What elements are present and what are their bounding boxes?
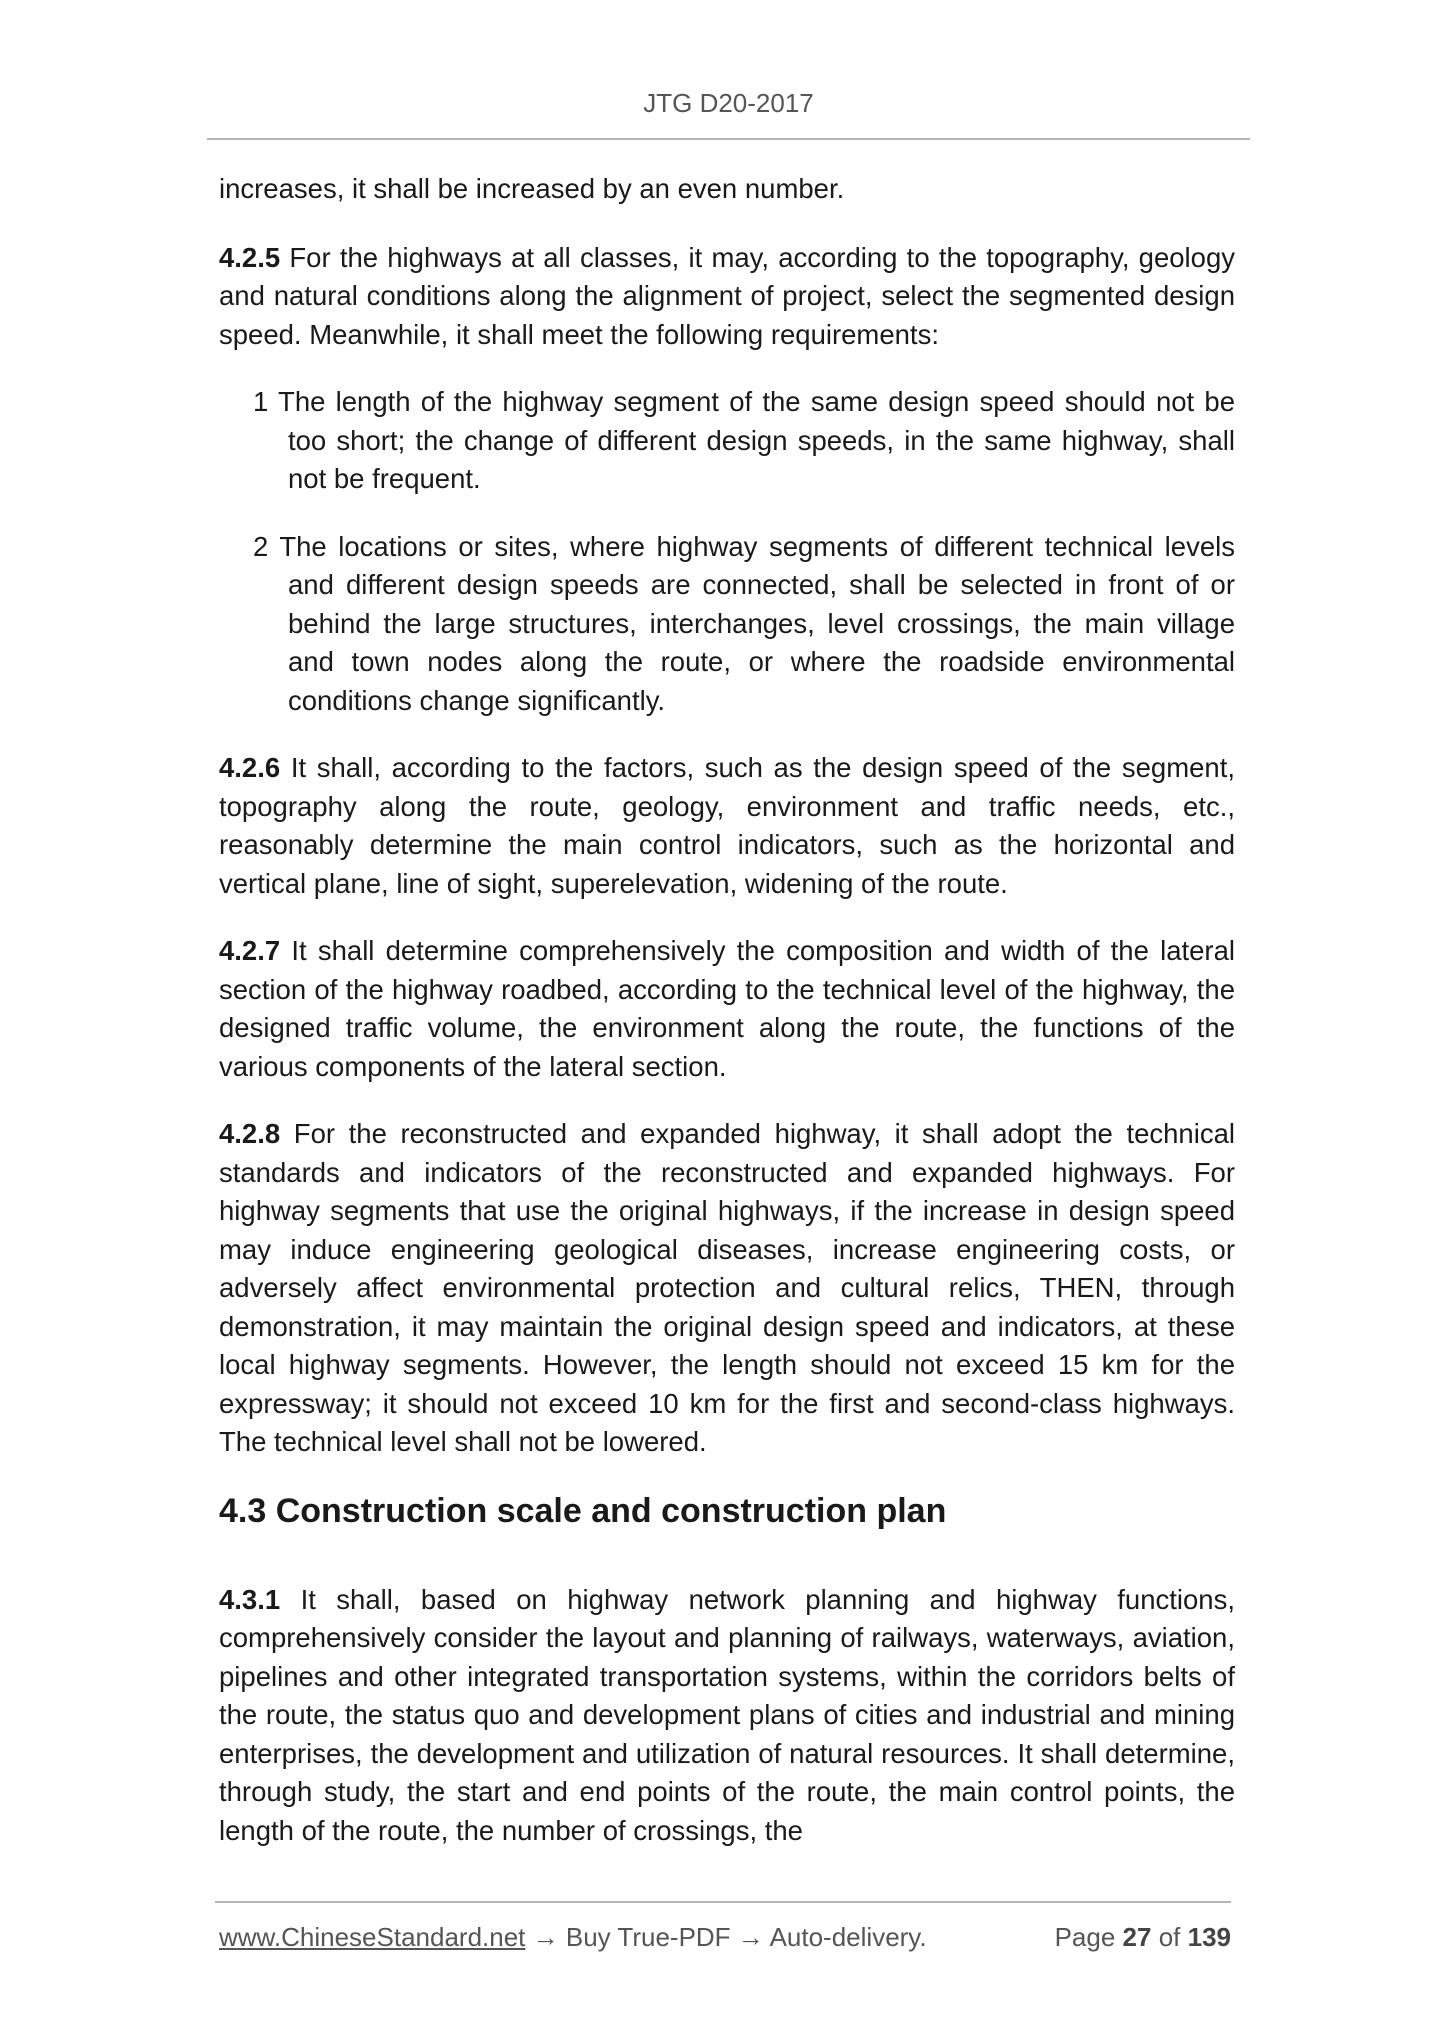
header-divider xyxy=(207,138,1250,140)
clause-text: For the reconstructed and expanded highway, it shall adopt the technical standards and indicators of the reconstructed and expanded highways. For highway segments that use the original highways, if the increase in design speed may induce engineering geological diseases, increase engineering costs, or adversely affect environmental protection and cultural relics, THEN, through demonstration, it may maintain the original design speed and indicators, at these local highway segments. However, the length should not exceed 15 km for the expressway; it should not exceed 10 km for the first and second-class highways. The technical level shall not be lowered. xyxy=(219,1118,1235,1457)
clause-number: 4.2.6 xyxy=(219,752,281,783)
clause-4-3-1 xyxy=(219,1581,1235,1851)
clause-text: It shall determine comprehensively the composition and width of the lateral section of the highway roadbed, according to the technical level of the highway, the designed traffic volume, the environment along the route, the functions of the various components of the lateral section. xyxy=(219,935,1235,1082)
clause-number: 4.2.7 xyxy=(219,935,281,966)
clause-number: 4.2.8 xyxy=(219,1118,281,1149)
clause-text: It shall, based on highway network planning and highway functions, comprehensively consider the layout and planning of railways, waterways, aviation, pipelines and other integrated transportation systems, within the corridors belts of the route, the status quo and development plans of cities and industrial and mining enterprises, the development and utilization of natural resources. It shall determine, through study, the start and end points of the route, the main control points, the length of the route, the number of crossings, the xyxy=(219,1583,1235,1846)
clause-4-2-5-item-2: 2 The locations or sites, where highway segments of different technical levels and different design speeds are connected, shall be selected in front of or behind the large structures, interchanges, level crossings, the main village and town nodes along the route, or where the roadside environmental conditions change significantly. xyxy=(253,530,1235,716)
clause-4-2-5-item-1: 1 The length of the highway segment of the same design speed should not be too short; the change of different design speeds, in the same highway, shall not be frequent. xyxy=(253,386,1235,494)
page-header-doc-code: JTG D20-2017 xyxy=(643,88,814,118)
clause-4-2-5 xyxy=(219,239,1235,355)
carryover-paragraph: increases, it shall be increased by an even number. xyxy=(219,173,845,204)
footer-promo xyxy=(219,1922,927,1953)
section-heading-4-3: 4.3 Construction scale and construction plan xyxy=(219,1491,947,1530)
footer-divider xyxy=(215,1901,1231,1903)
clause-4-2-8 xyxy=(219,1115,1235,1462)
page-total: 139 xyxy=(1187,1922,1231,1952)
page-number xyxy=(1055,1922,1231,1953)
page-label: Page xyxy=(1054,1922,1123,1952)
website-link[interactable]: www.ChineseStandard.net xyxy=(219,1922,526,1952)
clause-number: 4.3.1 xyxy=(219,1583,281,1615)
page-of: of xyxy=(1151,1922,1188,1952)
footer-promo-text: → Buy True-PDF → Auto-delivery. xyxy=(525,1922,927,1952)
document-body xyxy=(219,170,1235,1879)
clause-text: For the highways at all classes, it may, according to the topography, geology and natural conditions along the alignment of project, select the segmented design speed. Meanwhile, it shall meet the following requirements: xyxy=(219,241,1235,350)
page-footer xyxy=(219,1922,1231,1953)
clause-text: It shall, according to the factors, such as the design speed of the segment, topography along the route, geology, environment and traffic needs, etc., reasonably determine the main control indicators, such as the horizontal and vertical plane, line of sight, superelevation, widening of the route. xyxy=(219,752,1235,899)
clause-number: 4.2.5 xyxy=(219,241,281,273)
clause-4-2-7 xyxy=(219,932,1235,1086)
clause-4-2-6 xyxy=(219,749,1235,903)
page-current: 27 xyxy=(1122,1922,1152,1952)
